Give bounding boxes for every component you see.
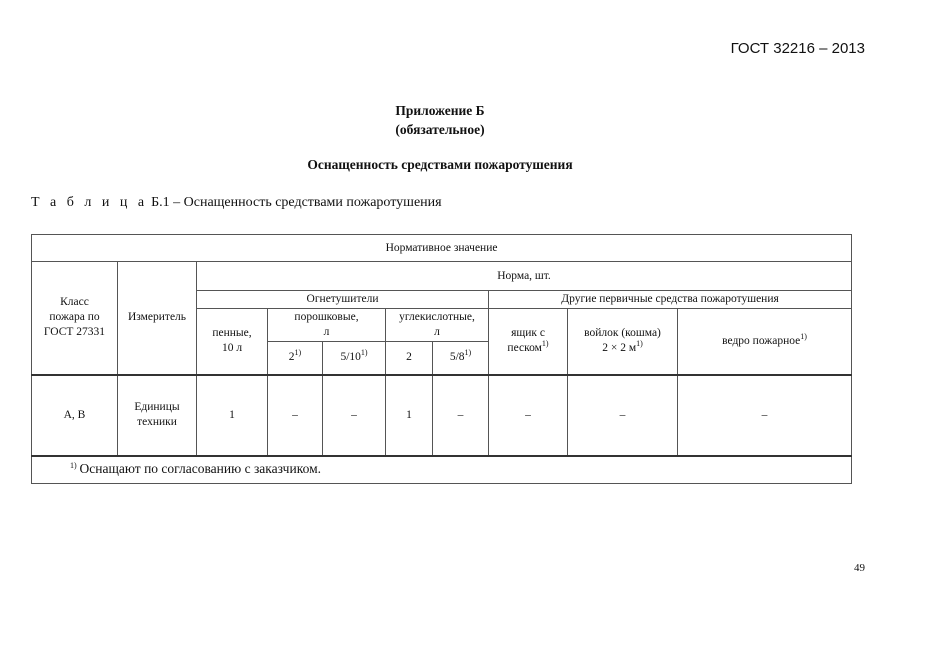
header-powder-2: 2$^{1)}$ <box>268 342 323 375</box>
equipment-table <box>31 234 852 484</box>
header-norm: Норма, шт. <box>197 262 852 291</box>
appendix-status: (обязательное) <box>395 122 485 137</box>
table-caption-label: Т а б л и ц а <box>31 195 148 210</box>
header-powder: порошковые, л <box>268 309 386 342</box>
header-carbon-2: 2 <box>386 342 433 375</box>
cell-powder-2: – <box>268 375 323 456</box>
cell-powder-5-10: – <box>323 375 386 456</box>
table-caption-number: Б.1 – <box>151 195 181 210</box>
cell-unit: Единицы техники <box>118 375 197 456</box>
footnote-mark: 1) <box>70 461 77 471</box>
header-sand-box: ящик с песком$^{1)}$ <box>489 309 568 375</box>
cell-fire-bucket: – <box>678 375 852 456</box>
header-extinguishers: Огнетушители <box>197 291 489 309</box>
page-number: 49 <box>854 562 865 574</box>
table-caption <box>31 195 442 211</box>
standard-code: ГОСТ 32216 – 2013 <box>730 40 865 57</box>
header-fire-bucket: ведро пожарное$^{1)}$ <box>678 309 852 375</box>
footnote-text: Оснащают по согласованию с заказчиком. <box>79 461 321 477</box>
header-carbon-dioxide: углекислотные, л <box>386 309 489 342</box>
cell-foam: 1 <box>197 375 268 456</box>
header-fire-class: Класс пожара по ГОСТ 27331 <box>32 262 118 375</box>
cell-sand-box: – <box>489 375 568 456</box>
header-normative-value: Нормативное значение <box>32 235 852 262</box>
header-carbon-5-8: 5/8$^{1)}$ <box>433 342 489 375</box>
appendix-title <box>0 101 880 139</box>
section-title: Оснащенность средствами пожаротушения <box>307 157 573 172</box>
header-felt: войлок (кошма) 2 × 2 $м^{1)}$ <box>568 309 678 375</box>
header-powder-5-10: 5/10$^{1)}$ <box>323 342 386 375</box>
cell-carbon-2: 1 <box>386 375 433 456</box>
header-unit: Измеритель <box>118 262 197 375</box>
header-other-means: Другие первичные средства пожаротушения <box>489 291 852 309</box>
header-foam: пенные, 10 л <box>197 309 268 375</box>
table-footnote <box>32 456 852 484</box>
cell-carbon-5-8: – <box>433 375 489 456</box>
appendix-label: Приложение Б <box>395 103 485 118</box>
cell-fire-class: А, В <box>32 375 118 456</box>
table-caption-text: Оснащенность средствами пожаротушения <box>183 195 442 210</box>
cell-felt: – <box>568 375 678 456</box>
